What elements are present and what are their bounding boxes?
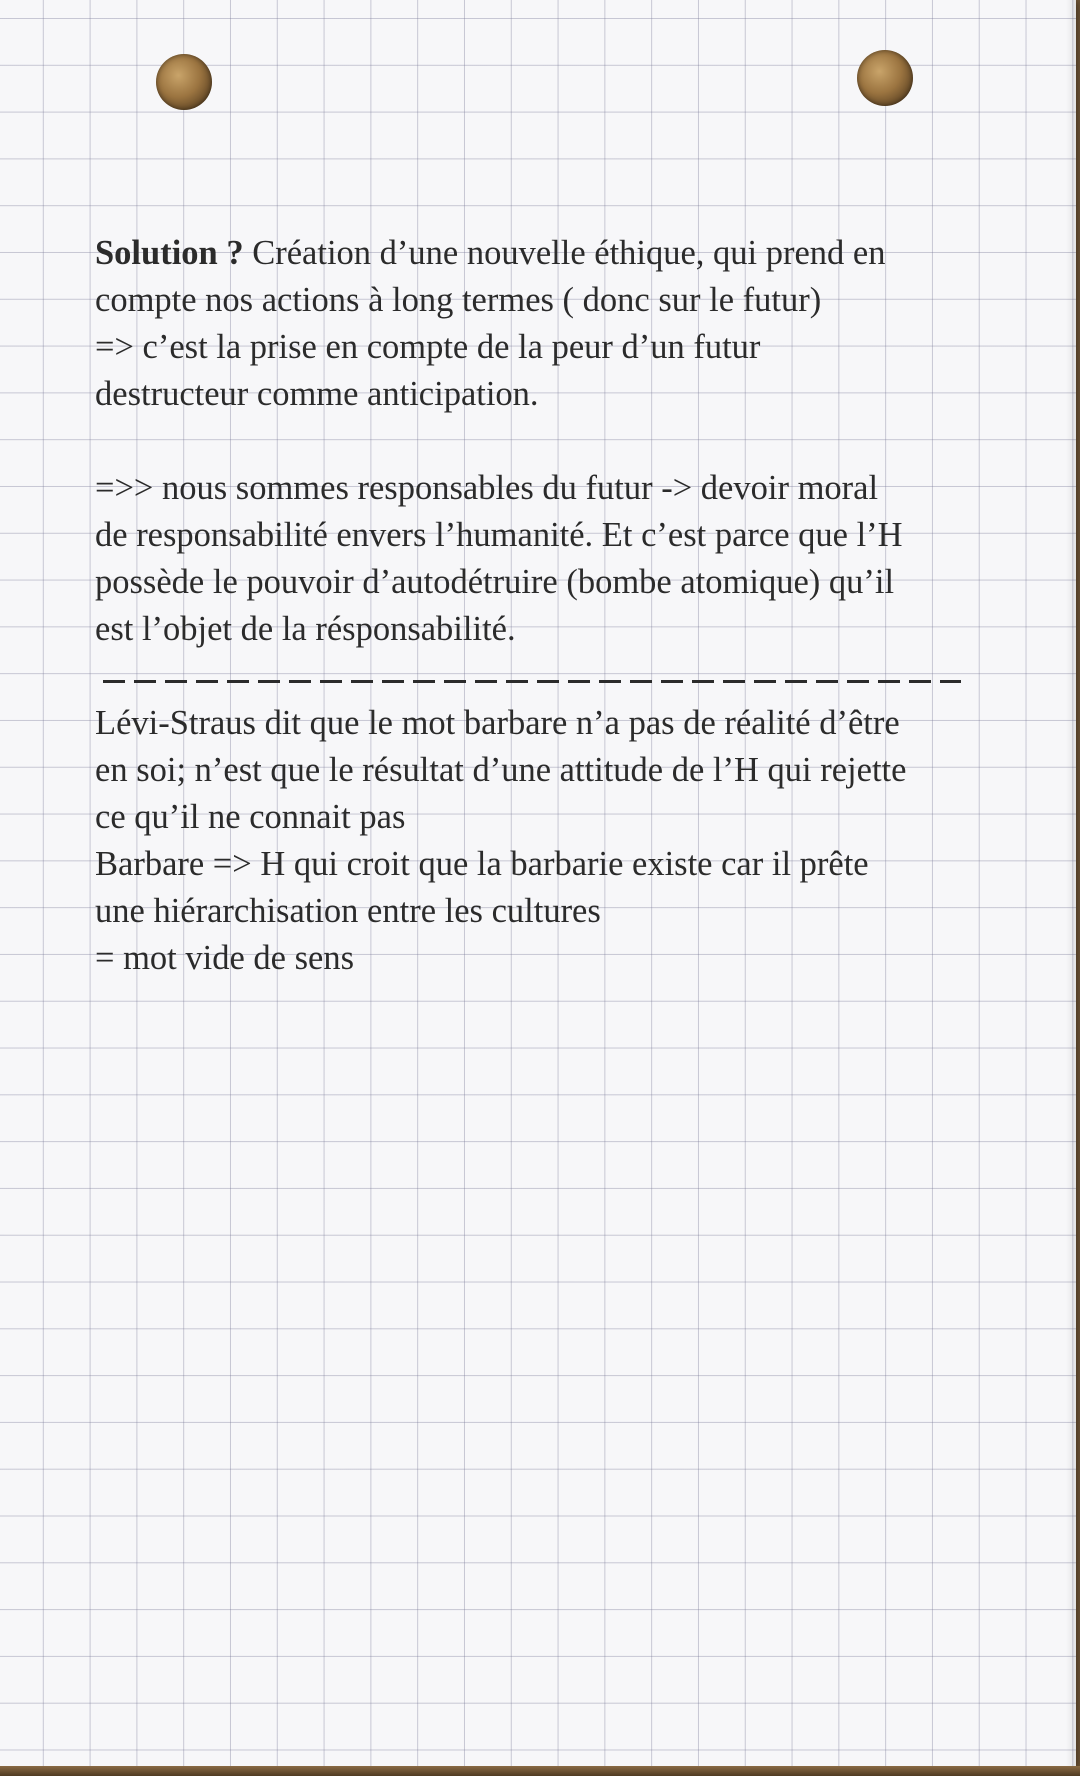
- text-line: Lévi-Straus dit que le mot barbare n’a pas de réalité d’être: [95, 704, 900, 742]
- punch-hole-right: [857, 50, 913, 106]
- text-line: en soi; n’est que le résultat d’une attitude de l’H qui rejette: [95, 751, 907, 789]
- paragraph-gap: [95, 653, 1005, 700]
- paragraph-solution: [95, 230, 1005, 418]
- text-span: Création d’une nouvelle éthique, qui prend en: [243, 234, 886, 272]
- text-line: Barbare => H qui croit que la barbarie existe car il prête: [95, 845, 869, 883]
- text-line: est l’objet de la résponsabilité.: [95, 610, 516, 648]
- text-line: une hiérarchisation entre les cultures: [95, 892, 601, 930]
- text-line: = mot vide de sens: [95, 939, 355, 977]
- text-line: possède le pouvoir d’autodétruire (bombe atomique) qu’il: [95, 563, 895, 601]
- punch-hole-left: [156, 54, 212, 110]
- paragraph-levi-strauss: [95, 700, 1005, 982]
- text-line: compte nos actions à long termes ( donc sur le futur): [95, 281, 822, 319]
- wood-surface-edge: [0, 1766, 1080, 1776]
- text-line: [95, 230, 1005, 277]
- paragraph-responsibility: [95, 465, 1005, 653]
- text-line: de responsabilité envers l’humanité. Et c’est parce que l’H: [95, 516, 903, 554]
- solution-label: Solution ?: [95, 234, 244, 272]
- text-line: ce qu’il ne connait pas: [95, 798, 406, 836]
- paragraph-gap: [95, 418, 1005, 465]
- text-line: destructeur comme anticipation.: [95, 375, 539, 413]
- dashed-separator: [103, 680, 961, 683]
- note-content: [95, 230, 1005, 982]
- text-line: =>> nous sommes responsables du futur -> devoir moral: [95, 469, 879, 507]
- text-line: => c’est la prise en compte de la peur d’un futur: [95, 328, 761, 366]
